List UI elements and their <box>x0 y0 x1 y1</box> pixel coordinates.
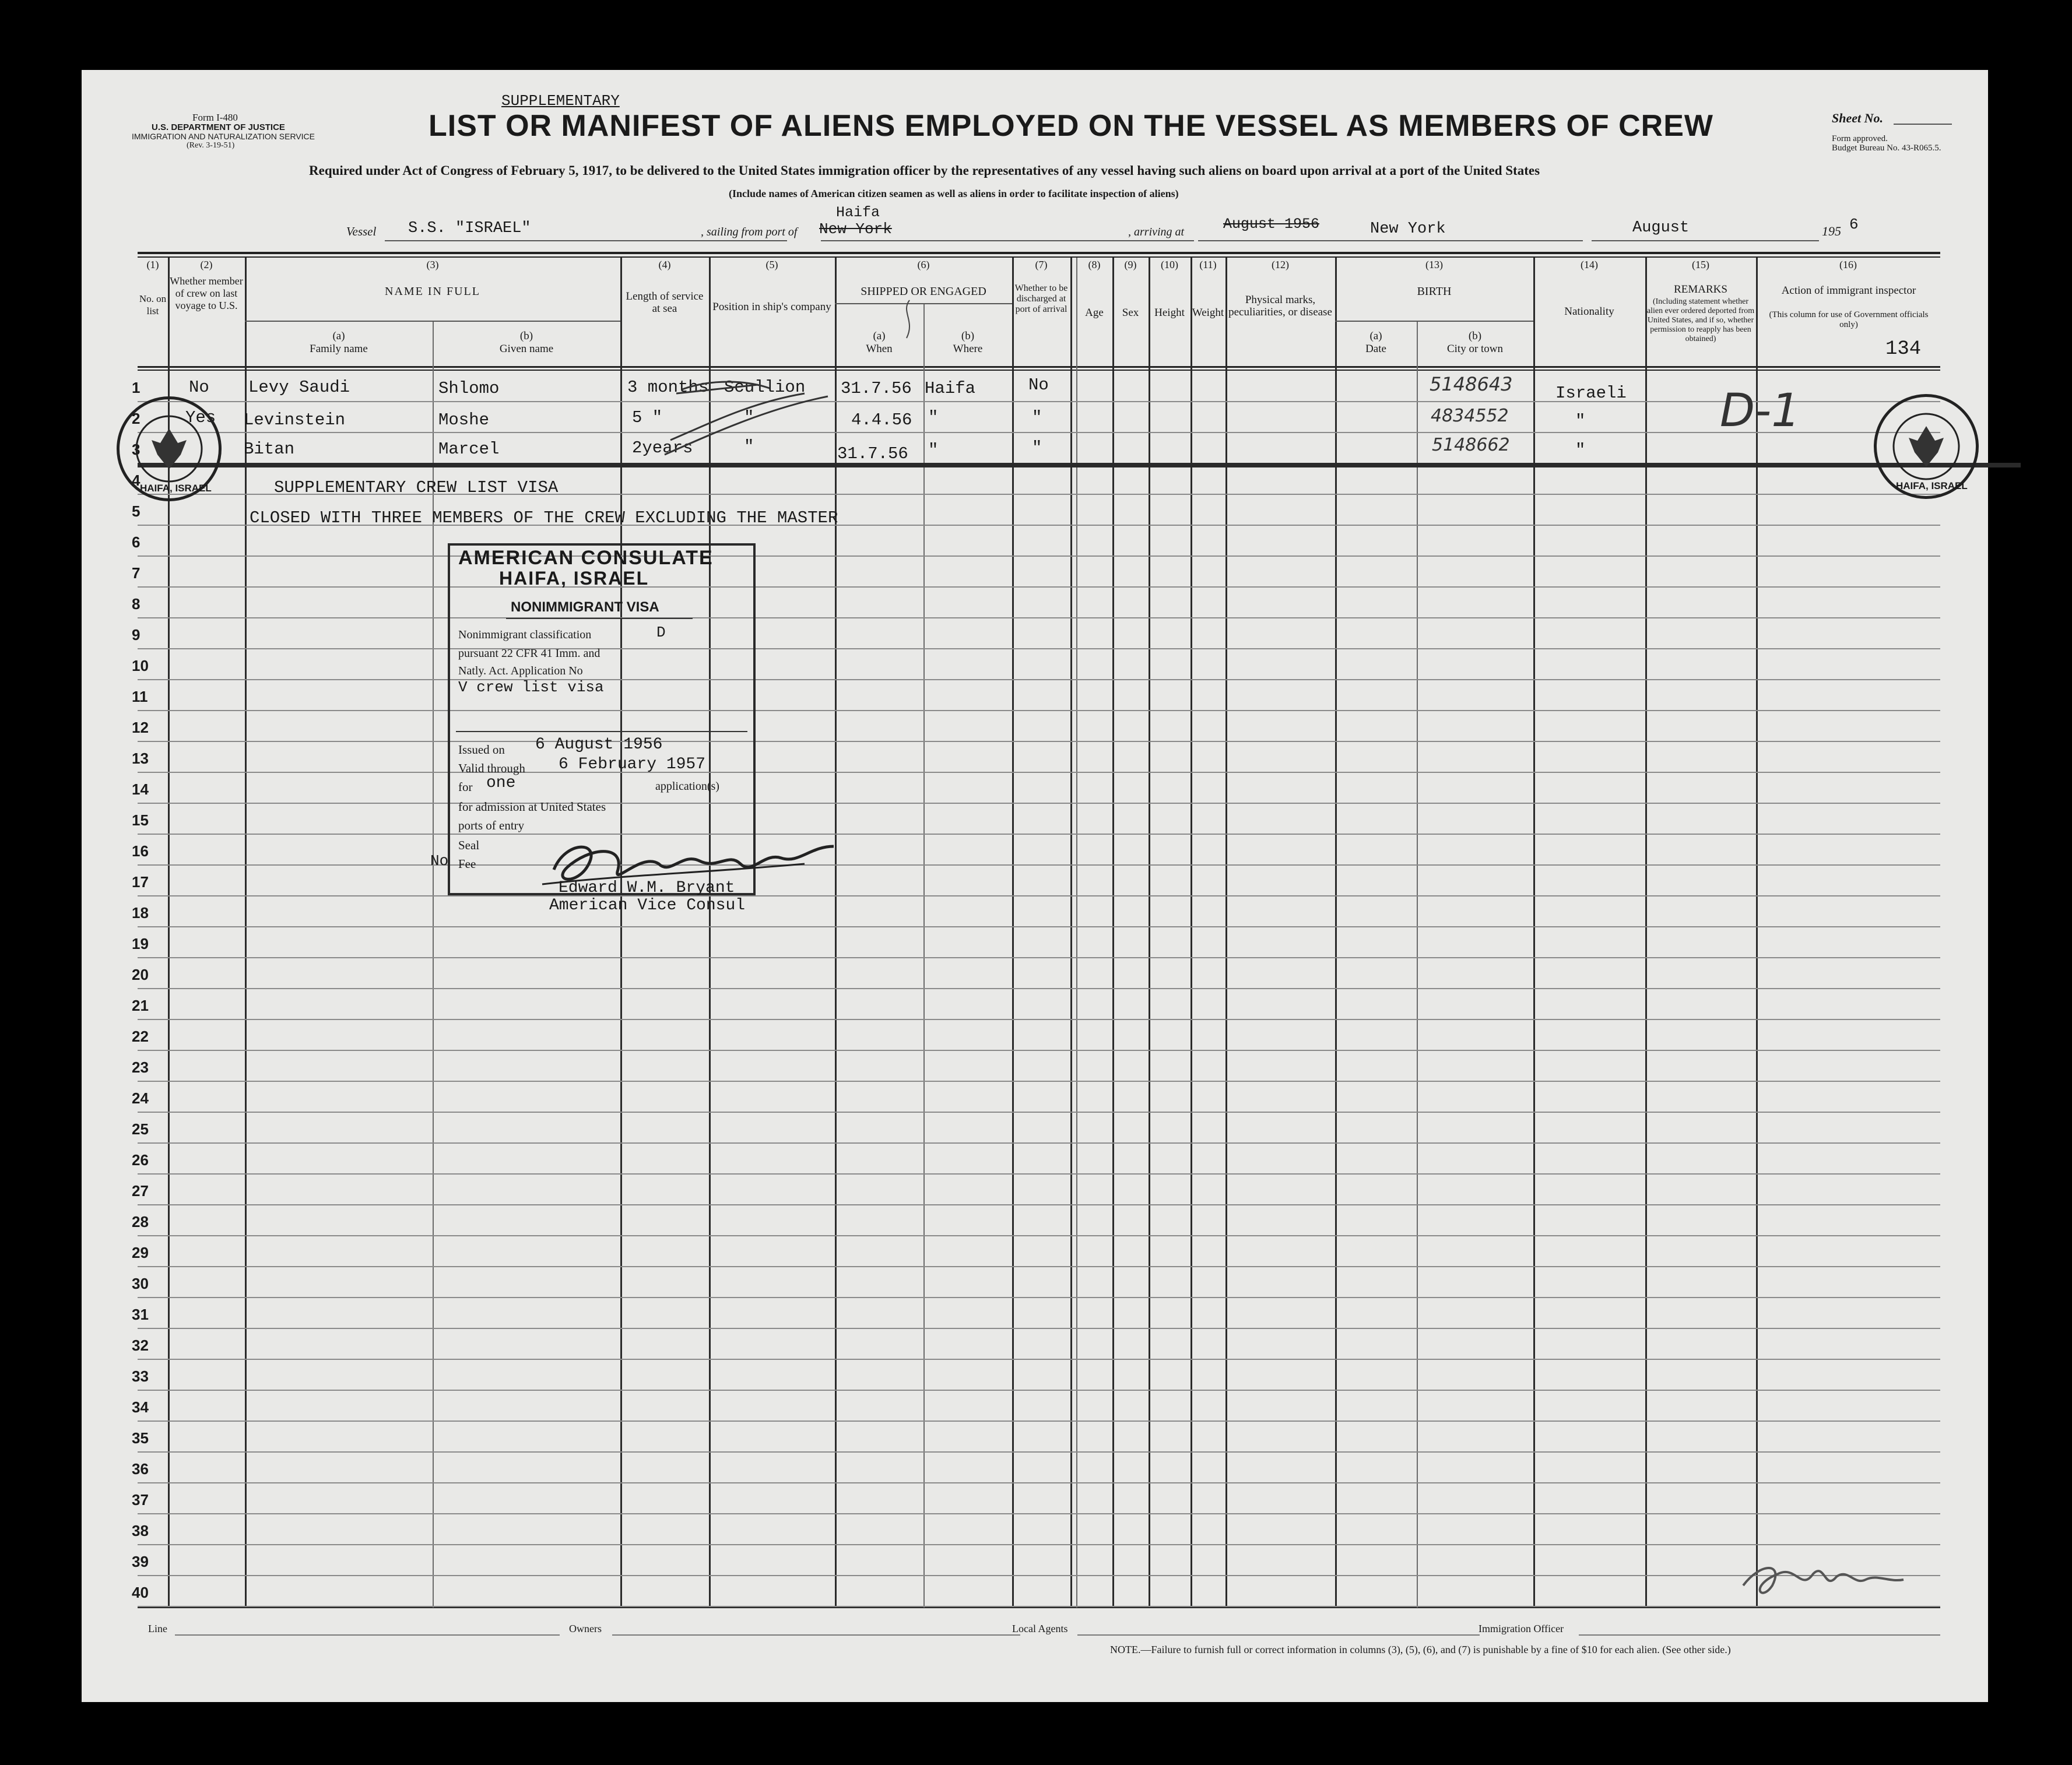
crew-3-birth-city: 5148662 <box>1432 435 1510 455</box>
budget-bureau: Budget Bureau No. 43-R065.5. <box>1832 143 1941 153</box>
col-header-birth: BIRTH <box>1417 285 1452 298</box>
row-rule <box>138 1606 1940 1607</box>
col-header-letter: (a) <box>873 330 886 342</box>
row-number: 33 <box>132 1367 149 1385</box>
row-rule <box>138 772 1940 773</box>
crew-3-discharged: " <box>1032 438 1042 458</box>
col-rule <box>1225 258 1227 1608</box>
stamp-applications-label: application(s) <box>655 780 719 793</box>
row-rule <box>138 1142 1940 1144</box>
row-rule <box>138 1019 1940 1020</box>
row-number: 25 <box>132 1120 149 1138</box>
row-rule <box>138 432 1940 433</box>
row-number: 40 <box>132 1584 149 1601</box>
crew-2-discharged: " <box>1032 408 1042 427</box>
col-rule <box>1070 258 1072 1608</box>
row-number: 12 <box>132 719 149 736</box>
form-id: Form I-480 <box>192 112 238 123</box>
footer-owners-label: Owners <box>569 1623 602 1634</box>
row-rule <box>138 1081 1940 1082</box>
remarks-visa-class: D-1 <box>1720 385 1800 437</box>
row-number: 2 <box>132 410 141 427</box>
row-number: 14 <box>132 780 149 798</box>
consul-title: American Vice Consul <box>549 896 746 915</box>
row-rule <box>138 803 1940 804</box>
row-rule <box>138 555 1940 557</box>
stamp-rule <box>456 731 747 732</box>
footer-note: NOTE.—Failure to furnish full or correct information in columns (3), (5), (6), and (7) is punishable by a fine of $10 for each alien. (See other side.) <box>1110 1644 1731 1655</box>
col-header-when: When <box>866 343 893 355</box>
service-name: IMMIGRATION AND NATURALIZATION SERVICE <box>132 132 315 141</box>
vessel-label: Vessel <box>346 224 377 238</box>
supplementary-label: SUPPLEMENTARY <box>501 92 620 110</box>
row-number: 34 <box>132 1398 149 1416</box>
stamp-fee-label: Fee <box>458 857 476 871</box>
row-number: 31 <box>132 1306 149 1323</box>
row-rule <box>138 648 1940 649</box>
stamp-classification-value: D <box>656 624 666 641</box>
row-number: 3 <box>132 441 141 458</box>
crew-2-where: " <box>928 408 939 427</box>
header-bottom-rule <box>138 366 1940 368</box>
footer-line-rule <box>175 1634 560 1636</box>
row-number: 29 <box>132 1244 149 1261</box>
include-text: (Include names of American citizen seamen as well as aliens in order to facilitate inspection of aliens) <box>729 188 1179 199</box>
col-rule <box>1012 258 1014 1608</box>
col-num-2: (2) <box>200 259 213 270</box>
stamp-seal-label: Seal <box>458 838 480 852</box>
row-number: 28 <box>132 1213 149 1230</box>
col-rule <box>923 303 925 1608</box>
col-header-letter: (a) <box>332 330 345 342</box>
row-rule <box>138 864 1940 866</box>
sailing-label: , sailing from port of <box>701 226 798 238</box>
col-rule <box>1335 258 1337 1608</box>
form-title: LIST OR MANIFEST OF ALIENS EMPLOYED ON THE VESSEL AS MEMBERS OF CREW <box>429 109 1713 143</box>
crew-1-nationality: Israeli <box>1555 384 1627 403</box>
row-rule <box>138 926 1940 927</box>
stamp-issued-label: Issued on <box>458 743 505 757</box>
crew-3-family: Bitan <box>244 440 295 459</box>
vessel-underline <box>385 240 787 241</box>
crew-2-nationality: " <box>1575 412 1586 431</box>
row-number: 22 <box>132 1028 149 1045</box>
row-rule <box>138 957 1940 958</box>
col-rule <box>1756 258 1758 1608</box>
row-number: 6 <box>132 533 141 551</box>
stamp-valid-value: 6 February 1957 <box>559 755 706 773</box>
row-rule <box>138 1421 1940 1422</box>
row-number: 5 <box>132 502 141 520</box>
row-rule <box>138 1359 1940 1360</box>
arriving-underline <box>1198 240 1583 241</box>
footer-agents-rule <box>1077 1634 1480 1636</box>
form-approved: Form approved. <box>1832 134 1888 143</box>
year-suffix: 6 <box>1849 216 1859 233</box>
row-rule <box>138 1544 1940 1545</box>
col-header-height: Height <box>1154 307 1185 319</box>
form-revision: (Rev. 3-19-51) <box>187 141 235 150</box>
row-rule <box>138 1235 1940 1236</box>
crew-1-family: Levy Saudi <box>248 378 350 397</box>
stamp-for-label: for <box>458 780 473 794</box>
row-number: 20 <box>132 966 149 983</box>
col-num-7: (7) <box>1035 259 1048 270</box>
col-header-discharged: Whether to be discharged at port of arrival <box>1014 283 1068 314</box>
col-num-10: (10) <box>1161 259 1178 270</box>
stamp-for-value: one <box>486 774 516 792</box>
crew-2-family: Levinstein <box>244 410 346 430</box>
col-header-remarks-note: (Including statement whether alien ever ordered deported from United States, and if so, whether permission to reapply has been obtained) <box>1646 297 1755 343</box>
col-num-12: (12) <box>1272 259 1289 270</box>
header-bottom-rule-2 <box>138 370 1940 371</box>
col-header-nationality: Nationality <box>1564 305 1614 318</box>
row-number: 19 <box>132 935 149 952</box>
stamp-visa-type-rule <box>506 618 693 619</box>
row-rule <box>138 401 1940 402</box>
col-header-where: Where <box>953 343 983 355</box>
footer-agents-label: Local Agents <box>1012 1623 1068 1634</box>
stamp-application-value: V crew list visa <box>458 678 604 696</box>
crew-3-service: 2years <box>632 438 693 458</box>
col-num-6: (6) <box>917 259 930 270</box>
row-number: 10 <box>132 657 149 674</box>
col-header-service: Length of service at sea <box>626 290 704 315</box>
row-number: 1 <box>132 379 141 396</box>
footer-owners-rule <box>612 1634 1020 1636</box>
row-rule <box>138 741 1940 742</box>
row-number: 24 <box>132 1089 149 1107</box>
crew-1-where: Haifa <box>925 379 976 398</box>
inspector-initials <box>1737 1550 1906 1603</box>
col-num-5: (5) <box>765 259 778 270</box>
arriving-struck: August 1956 <box>1223 216 1320 233</box>
col-rule <box>1076 258 1077 1608</box>
row-number: 18 <box>132 904 149 922</box>
crew-3-position: " <box>744 437 754 456</box>
row-number: 9 <box>132 626 141 644</box>
row-rule <box>138 895 1940 896</box>
col-header-age: Age <box>1085 307 1104 319</box>
sailing-underline <box>821 240 1194 241</box>
sailing-port-struck: New York <box>819 220 892 238</box>
row-rule <box>138 617 1940 618</box>
required-text: Required under Act of Congress of February 5, 1917, to be delivered to the United States immigration officer by the representatives of any vessel having such aliens on board upon arrival at a port of the United States <box>309 163 1540 178</box>
crew-1-birth-city: 5148643 <box>1430 373 1513 395</box>
row-rule <box>138 1204 1940 1205</box>
strike-bar <box>138 463 2021 467</box>
row-number: 37 <box>132 1491 149 1509</box>
col-rule <box>1417 321 1418 1608</box>
consulate-seal-left-bottom: HAIFA, ISRAEL <box>140 483 212 494</box>
row-number: 21 <box>132 997 149 1014</box>
typed-note-closed: CLOSED WITH THREE MEMBERS OF THE CREW EXCLUDING THE MASTER <box>250 508 838 528</box>
col-num-13: (13) <box>1425 259 1443 270</box>
col-num-11: (11) <box>1199 259 1217 270</box>
footer-officer-rule <box>1579 1634 1940 1636</box>
col-header-family: Family name <box>310 343 368 355</box>
col-header-no: No. on list <box>139 293 167 317</box>
sheet-line <box>1894 124 1952 125</box>
vessel-name: S.S. "ISRAEL" <box>408 220 531 237</box>
row-rule <box>138 679 1940 680</box>
page-number: 134 <box>1885 338 1922 360</box>
col-header-action: Action of immigrant inspector <box>1781 284 1916 297</box>
col-header-shipped: SHIPPED OR ENGAGED <box>861 285 986 298</box>
crew-3-nationality: " <box>1575 441 1586 460</box>
row-rule <box>138 1390 1940 1391</box>
row-number: 23 <box>132 1059 149 1076</box>
row-number: 38 <box>132 1522 149 1539</box>
dept-name: U.S. DEPARTMENT OF JUSTICE <box>152 122 285 132</box>
row-number: 15 <box>132 811 149 829</box>
arrival-month: August <box>1632 219 1690 237</box>
col-num-16: (16) <box>1839 259 1857 270</box>
row-number: 16 <box>132 842 149 860</box>
stamp-no-prefix: No <box>430 852 449 870</box>
stamp-classification-label: Nonimmigrant classification <box>458 628 592 641</box>
col-header-letter: (b) <box>961 330 975 342</box>
col-header-physical: Physical marks, peculiarities, or disease <box>1228 294 1332 318</box>
row-number: 7 <box>132 564 141 582</box>
col-header-remarks: REMARKS <box>1674 283 1727 296</box>
stamp-title-2: HAIFA, ISRAEL <box>499 568 649 589</box>
stamp-issued-value: 6 August 1956 <box>535 736 663 754</box>
row-rule <box>138 1297 1940 1298</box>
col-header-sex: Sex <box>1122 307 1139 319</box>
row-rule <box>138 710 1940 711</box>
row-rule <box>138 1328 1940 1329</box>
row-number: 4 <box>132 472 141 489</box>
col-rule <box>1112 258 1114 1608</box>
consulate-seal-right-bottom: HAIFA, ISRAEL <box>1896 480 1968 491</box>
row-number: 8 <box>132 595 141 613</box>
row-rule <box>138 1112 1940 1113</box>
year-prefix: 195 <box>1822 224 1841 238</box>
subheader-rule <box>1335 321 1533 322</box>
stamp-admission: for admission at United States <box>458 800 606 814</box>
stamp-ports: ports of entry <box>458 818 525 832</box>
row-rule <box>138 988 1940 989</box>
row-number: 11 <box>132 688 148 705</box>
col-num-14: (14) <box>1581 259 1598 270</box>
row-rule <box>138 1451 1940 1453</box>
crew-1-position: Scullion <box>724 378 806 397</box>
col-header-letter: (a) <box>1369 330 1382 342</box>
col-header-birth-date: Date <box>1365 343 1386 355</box>
sailing-port: Haifa <box>836 204 880 221</box>
col-header-letter: (b) <box>519 330 533 342</box>
col-header-position: Position in ship's company <box>712 301 831 313</box>
stamp-natly: Natly. Act. Application No <box>458 664 583 677</box>
col-header-given: Given name <box>499 343 554 355</box>
row-number: 36 <box>132 1460 149 1478</box>
row-rule <box>138 1173 1940 1175</box>
col-header-weight: Weight <box>1192 307 1224 319</box>
table-top-rule-2 <box>138 256 1940 258</box>
stamp-pursuant: pursuant 22 CFR 41 Imm. and <box>458 647 600 660</box>
col-rule <box>1190 258 1192 1608</box>
sheet-label: Sheet No. <box>1832 111 1883 125</box>
footer-officer-label: Immigration Officer <box>1479 1623 1564 1634</box>
row-rule <box>138 1482 1940 1483</box>
crew-2-position: " <box>744 408 754 427</box>
col-rule <box>1645 258 1647 1608</box>
col-rule <box>1533 258 1535 1608</box>
crew-1-discharged: No <box>1028 375 1049 395</box>
consul-name: Edward W.M. Bryant <box>559 879 735 897</box>
pen-strikes <box>595 367 840 478</box>
crew-3-given: Marcel <box>438 440 500 459</box>
row-rule <box>138 834 1940 835</box>
col-num-4: (4) <box>658 259 671 270</box>
row-rule <box>138 1575 1940 1576</box>
typed-note-visa: SUPPLEMENTARY CREW LIST VISA <box>274 478 559 497</box>
row-number: 39 <box>132 1553 149 1570</box>
col-num-8: (8) <box>1088 259 1101 270</box>
col-header-name: NAME IN FULL <box>385 285 480 298</box>
row-rule <box>138 586 1940 588</box>
date-underline <box>1592 240 1819 241</box>
col-num-3: (3) <box>426 259 439 270</box>
row-rule <box>138 1513 1940 1514</box>
col-rule <box>1149 258 1150 1608</box>
row-number: 35 <box>132 1429 149 1447</box>
crew-2-given: Moshe <box>438 410 490 430</box>
row-rule <box>138 1050 1940 1051</box>
col-rule <box>245 258 247 1608</box>
crew-1-prior: No <box>189 378 209 397</box>
col-header-birth-city: City or town <box>1446 343 1504 355</box>
stamp-title-1: AMERICAN CONSULATE <box>458 547 714 569</box>
subheader-rule <box>245 321 620 322</box>
crew-3-where: " <box>928 441 939 460</box>
crew-1-when: 31.7.56 <box>841 379 912 398</box>
subheader-rule <box>835 303 1012 304</box>
manifest-sheet <box>82 70 1988 1702</box>
crew-2-birth-city: 4834552 <box>1431 406 1509 426</box>
stamp-valid-label: Valid through <box>458 761 525 775</box>
col-num-9: (9) <box>1124 259 1137 270</box>
arriving-label: , arriving at <box>1128 226 1185 238</box>
pen-mark <box>898 297 921 344</box>
row-number: 27 <box>132 1182 149 1200</box>
col-header-letter: (b) <box>1468 330 1482 342</box>
crew-1-service: 3 months <box>627 378 709 397</box>
table-top-rule <box>138 252 1940 254</box>
crew-2-when: 4.4.56 <box>851 410 912 430</box>
col-header-prior-voyage: Whether member of crew on last voyage to U.S. <box>170 275 243 311</box>
arriving-port: New York <box>1370 220 1446 238</box>
row-rule <box>138 1266 1940 1267</box>
stamp-visa-type: NONIMMIGRANT VISA <box>511 599 659 615</box>
footer-line-label: Line <box>148 1623 167 1634</box>
row-number: 32 <box>132 1337 149 1354</box>
crew-2-service: 5 " <box>632 408 663 427</box>
crew-2-prior: Yes <box>185 408 216 427</box>
col-num-1: (1) <box>146 259 159 270</box>
crew-3-when: 31.7.56 <box>837 444 908 463</box>
row-number: 30 <box>132 1275 149 1292</box>
col-header-action-note: (This column for use of Government officials only) <box>1769 310 1929 329</box>
row-number: 26 <box>132 1151 149 1169</box>
row-number: 17 <box>132 873 149 891</box>
row-number: 13 <box>132 750 149 767</box>
crew-1-given: Shlomo <box>438 379 500 398</box>
col-num-15: (15) <box>1692 259 1709 270</box>
